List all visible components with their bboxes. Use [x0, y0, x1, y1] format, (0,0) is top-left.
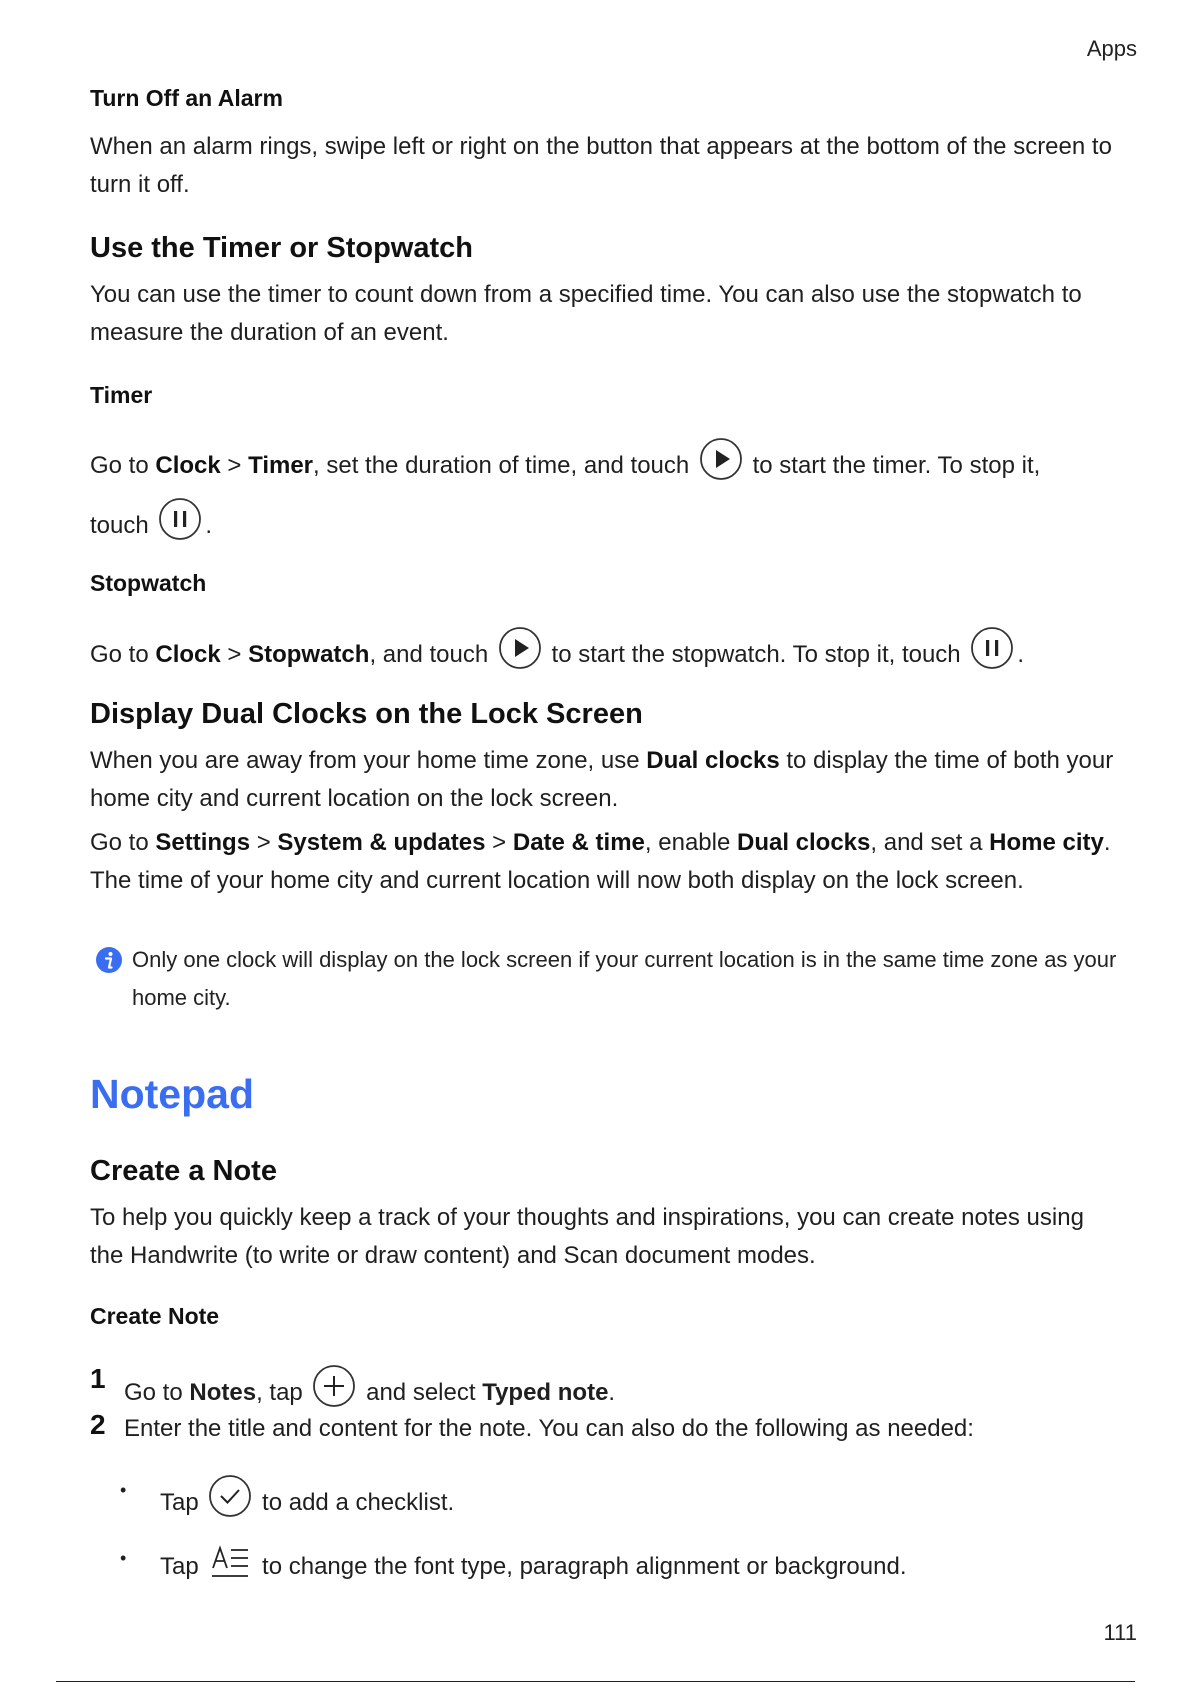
checklist-icon [208, 1474, 252, 1530]
info-icon [95, 946, 123, 979]
stopwatch-instruction: Go to Clock > Stopwatch, and touch to start the stopwatch. To stop it, touch . [90, 626, 1120, 682]
bullet-checklist-text: Tap to add a checklist. [160, 1474, 454, 1530]
bullet: • [120, 1480, 127, 1500]
bullet: • [120, 1548, 127, 1568]
timer-stop-instruction: touch . [90, 497, 1120, 553]
dual-clocks-note: Only one clock will display on the lock screen if your current location is in the same time zone as your home city. [132, 947, 1117, 1010]
font-style-icon [208, 1542, 252, 1594]
pause-icon [970, 626, 1014, 682]
play-icon [699, 437, 743, 493]
turn-off-alarm-heading: Turn Off an Alarm [90, 85, 283, 111]
step-1-text: Go to Notes, tap and select Typed note. [124, 1364, 615, 1420]
timer-heading: Timer [90, 382, 153, 408]
bullet-font-style-text: Tap to change the font type, paragraph alignment or background. [160, 1542, 906, 1594]
step-2-text: Enter the title and content for the note. You can also do the following as needed: [124, 1415, 974, 1442]
footer-divider [56, 1681, 1135, 1682]
step-number: 1 [90, 1363, 106, 1394]
header-section: Apps [1086, 36, 1137, 61]
stopwatch-heading: Stopwatch [90, 570, 207, 596]
timer-instruction: Go to Clock > Timer, set the duration of time, and touch to start the timer. To stop it, [90, 437, 1120, 493]
notepad-chapter-title: Notepad [90, 1071, 254, 1117]
create-note-subheading: Create Note [90, 1303, 220, 1329]
page-number: 111 [1103, 1620, 1137, 1645]
timer-stopwatch-heading: Use the Timer or Stopwatch [90, 232, 473, 264]
dual-clocks-body: When you are away from your home time zone, use Dual clocks to display the time of both your home city and current location on the lock screen. [90, 747, 1114, 812]
pause-icon [158, 497, 202, 553]
create-note-heading: Create a Note [90, 1155, 277, 1187]
turn-off-alarm-body: When an alarm rings, swipe left or right on the button that appears at the bottom of the screen to turn it off. [90, 133, 1112, 198]
create-note-body: To help you quickly keep a track of your thoughts and inspirations, you can create notes using the Handwrite (to write or draw content) and Scan document modes. [90, 1204, 1084, 1269]
play-icon [498, 626, 542, 682]
timer-stopwatch-body: You can use the timer to count down from a specified time. You can also use the stopwatch to measure the duration of an event. [90, 281, 1082, 346]
step-number: 2 [90, 1409, 106, 1440]
dual-clocks-heading: Display Dual Clocks on the Lock Screen [90, 698, 643, 730]
dual-clocks-steps: Go to Settings > System & updates > Date & time, enable Dual clocks, and set a Home city. The time of your home city and current location will now both display on the lock screen. [90, 829, 1111, 894]
